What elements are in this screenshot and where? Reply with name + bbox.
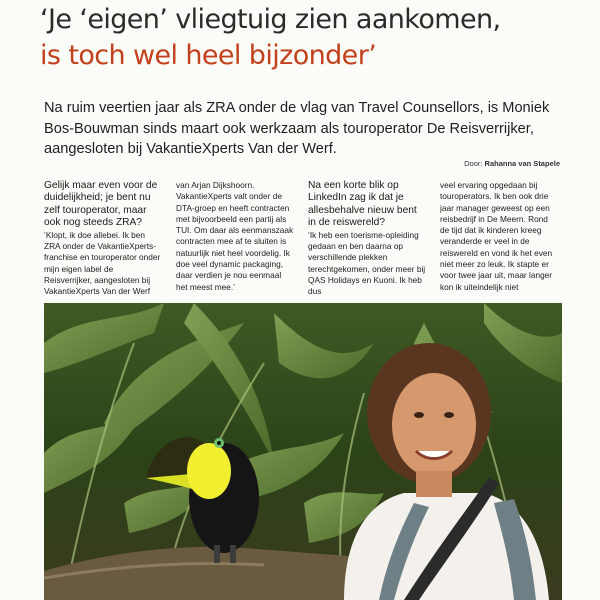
headline bbox=[40, 2, 570, 74]
question-2: Na een korte blik op LinkedIn zag ik dat je allesbehalve nieuw bent in de reiswereld? bbox=[308, 180, 417, 229]
byline bbox=[464, 159, 560, 168]
column-2-text: van Arjan Dijkshoorn. VakantieXperts valt onder de DTA-groep en heeft contracten met bijvoorbeeld een partij als TUI. Om daar als eenmanszaak contracten mee af te sluiten is natuurlijk niet heel voordelig. Ik doe veel dynamic packaging, daar verdien je nou eenmaal het meest mee.’ bbox=[176, 180, 294, 292]
article-photo bbox=[44, 303, 562, 600]
byline-prefix: Door: bbox=[464, 159, 483, 168]
byline-author: Rahanna van Stapele bbox=[484, 159, 560, 168]
column-3 bbox=[308, 180, 426, 297]
column-2 bbox=[176, 180, 294, 293]
answer-2: ‘Ik heb een toerisme-opleiding gedaan en ben daarna op verschillende plekken terechtgekomen, onder meer bij QAS Holidays en Kuoni. Ik heb dus bbox=[308, 229, 426, 297]
headline-line-1: ‘Je ‘eigen’ vliegtuig zien aankomen, bbox=[40, 4, 501, 35]
answer-1: ‘Klopt, ik doe allebei. Ik ben ZRA onder de VakantieXperts-franchise en touroperator onder mijn eigen label de Reisverrijker, aangesloten bij VakantieXperts Van der Werf bbox=[44, 229, 161, 297]
photo-illustration bbox=[44, 303, 562, 600]
lead-paragraph: Na ruim veertien jaar als ZRA onder de vlag van Travel Counsellors, is Moniek Bos-Bouwman sinds maart ook werkzaam als touroperator De Reisverrijker, aangesloten bij VakantieXperts Van der Werf. bbox=[44, 100, 550, 157]
column-1 bbox=[44, 180, 162, 297]
question-1: Gelijk maar even voor de duidelijkheid; je bent nu zelf touroperator, maar ook nog steeds ZRA? bbox=[44, 180, 158, 229]
column-4-text: veel ervaring opgedaan bij touroperators. Ik ben ook drie jaar manager geweest op een reisbedrijf in De Meern. Rond de tijd dat ik kinderen kreeg veranderde er veel in de reiswereld en vond ik het even niet meer zo leuk. Ik stapte er voor twee jaar uit, maar langer kon ik uiteindelijk niet bbox=[440, 180, 553, 292]
column-4 bbox=[440, 180, 558, 293]
headline-line-2: is toch wel heel bijzonder’ bbox=[40, 40, 377, 71]
